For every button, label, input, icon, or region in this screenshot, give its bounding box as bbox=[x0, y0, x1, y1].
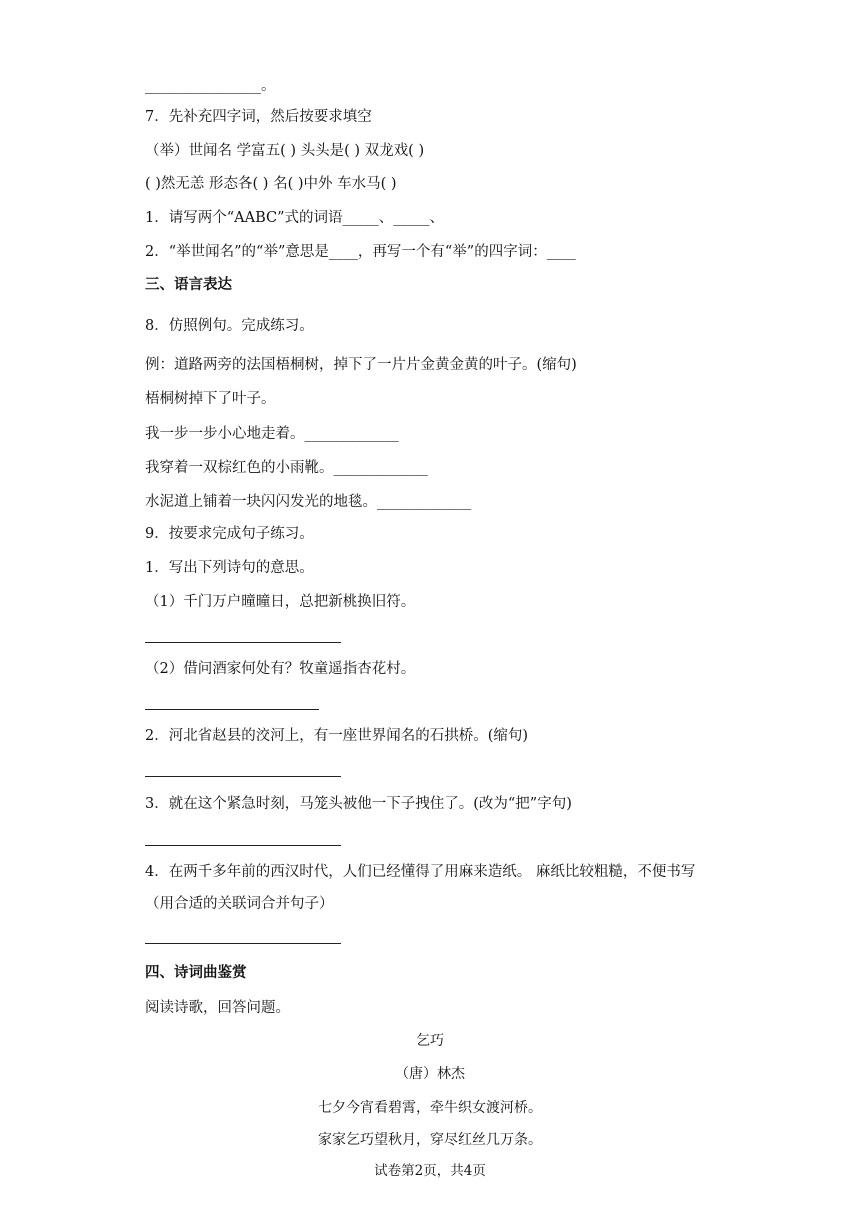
question-8-example-answer: 梧桐树掉下了叶子。 bbox=[145, 391, 276, 407]
answer-line bbox=[145, 943, 341, 944]
previous-answer-line: ________________。 bbox=[145, 78, 276, 94]
question-9-poem-line-1: （1）千门万户曈曈日，总把新桃换旧符。 bbox=[145, 594, 416, 610]
question-8-item-1: 我一步一步小心地走着。_____________ bbox=[145, 426, 399, 442]
page-footer: 试卷第2页，共4页 bbox=[374, 1163, 486, 1179]
poem-line-1: 七夕今宵看碧霄，牵牛织女渡河桥。 bbox=[318, 1100, 542, 1116]
question-7-sub-1: 1．请写两个“AABC”式的词语_____、_____、 bbox=[145, 210, 445, 226]
question-7-title: 7．先补充四字词，然后按要求填空 bbox=[145, 109, 372, 125]
question-7-word-row-1: （举）世闻名 学富五( ) 头头是( ) 双龙戏( ) bbox=[145, 143, 425, 159]
question-8-title: 8．仿照例句。完成练习。 bbox=[145, 318, 314, 334]
answer-line bbox=[145, 845, 341, 846]
poem-title: 乞巧 bbox=[416, 1033, 444, 1049]
question-9-poem-line-2: （2）借问酒家何处有？牧童遥指杏花村。 bbox=[145, 661, 416, 677]
question-8-item-2: 我穿着一双棕红色的小雨靴。_____________ bbox=[145, 460, 428, 476]
answer-line bbox=[145, 776, 341, 777]
question-9-sub-2: 2．河北省赵县的洨河上，有一座世界闻名的石拱桥。(缩句) bbox=[145, 728, 529, 744]
section-3-heading: 三、语言表达 bbox=[145, 277, 232, 293]
question-8-item-3: 水泥道上铺着一块闪闪发光的地毯。_____________ bbox=[145, 494, 472, 510]
question-7-sub-2: 2．“举世闻名”的“举”意思是____，再写一个有“举”的四字词：____ bbox=[145, 244, 576, 260]
question-9-title: 9．按要求完成句子练习。 bbox=[145, 526, 314, 542]
poem-author: （唐）林杰 bbox=[395, 1066, 465, 1082]
section-4-intro: 阅读诗歌，回答问题。 bbox=[145, 1000, 290, 1016]
question-8-example: 例：道路两旁的法国梧桐树，掉下了一片片金黄金黄的叶子。(缩句) bbox=[145, 357, 577, 373]
question-9-sub-4-instruction: （用合适的关联词合并句子） bbox=[145, 896, 334, 912]
poem-line-2: 家家乞巧望秋月，穿尽红丝几万条。 bbox=[318, 1132, 542, 1148]
section-4-heading: 四、诗词曲鉴赏 bbox=[145, 965, 247, 981]
answer-line bbox=[145, 642, 341, 643]
question-9-sub-1: 1．写出下列诗句的意思。 bbox=[145, 560, 314, 576]
question-7-word-row-2: ( )然无恙 形态各( ) 名( )中外 车水马( ) bbox=[145, 176, 397, 192]
question-9-sub-3: 3．就在这个紧急时刻，马笼头被他一下子拽住了。(改为“把”字句) bbox=[145, 796, 572, 812]
question-9-sub-4: 4．在两千多年前的西汉时代，人们已经懂得了用麻来造纸。 麻纸比较粗糙，不便书写 bbox=[145, 864, 696, 880]
answer-line bbox=[145, 709, 319, 710]
